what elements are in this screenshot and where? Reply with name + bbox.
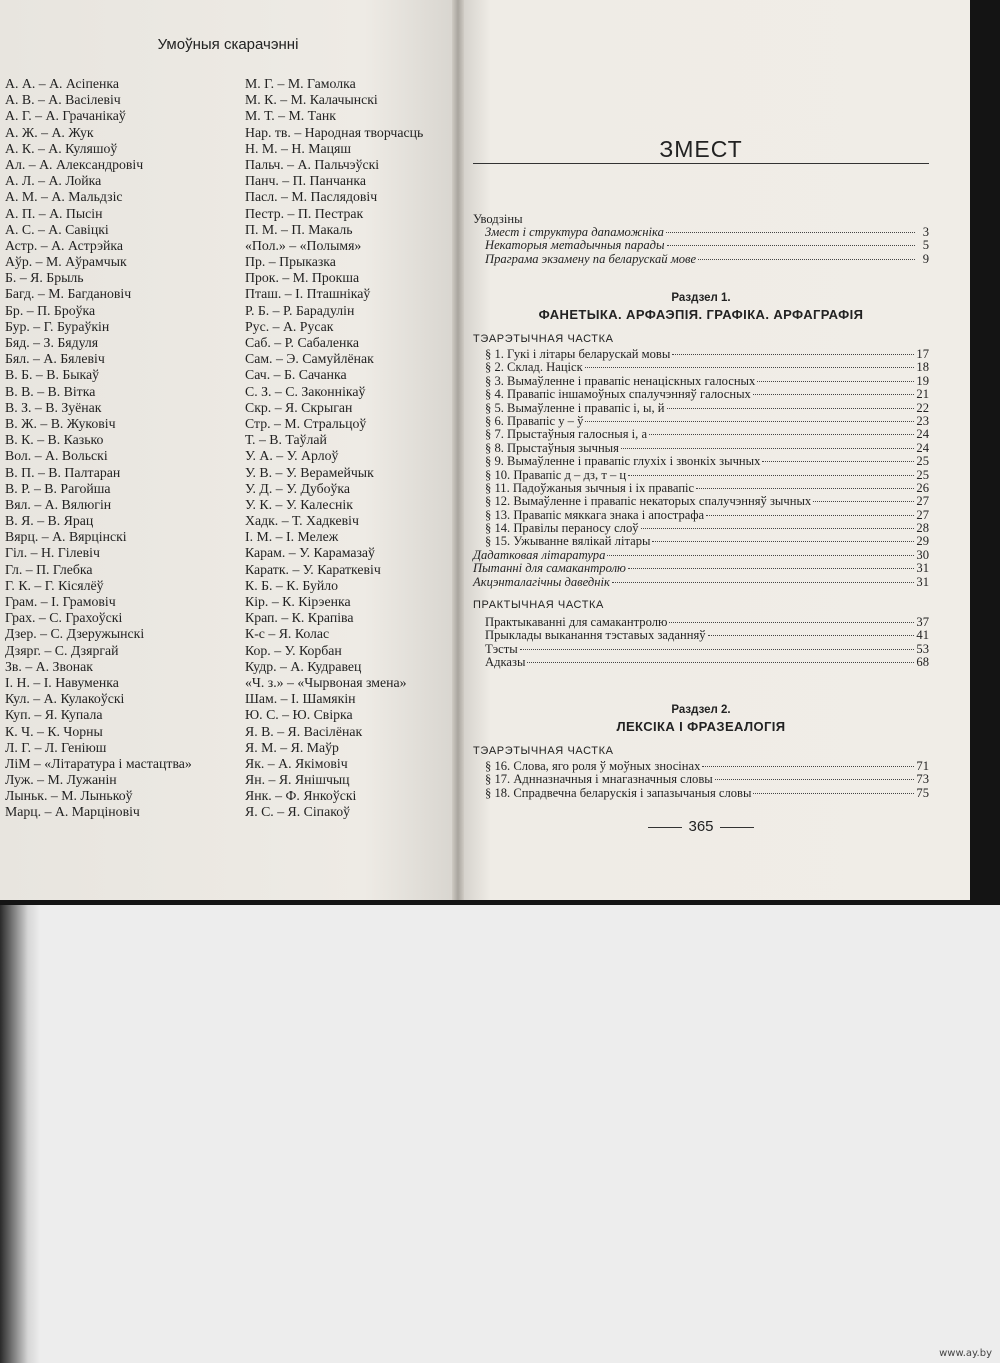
abbreviation-entry: Карам. – У. Карамазаў: [245, 545, 375, 561]
toc-leader: [666, 232, 915, 233]
abbreviations-column-a: [5, 76, 192, 821]
abbreviation-entry: Луж. – М. Лужанін: [5, 772, 117, 788]
toc-entry-title: § 14. Правілы пераносу слоў: [485, 521, 639, 536]
toc-entry: [473, 760, 929, 773]
toc-leader: [698, 259, 915, 260]
abbreviation-entry: Дзер. – С. Дзеружынскі: [5, 626, 145, 642]
toc-leader: [753, 394, 915, 395]
toc-entry-title: § 1. Гукі і літары беларускай мовы: [485, 347, 671, 361]
abbreviation-entry: Бял. – А. Бялевіч: [5, 351, 105, 367]
section1-theory-list: [473, 348, 929, 549]
abbreviation-entry: Пташ. – І. Пташнікаў: [245, 286, 371, 302]
section1-title: ФАНЕТЫКА. АРФАЭПІЯ. ГРАФІКА. АРФАГРАФІЯ: [538, 307, 864, 322]
abbreviation-entry: П. М. – П. Макаль: [245, 221, 353, 237]
toc-entry-title: § 10. Правапіс д – дз, т – ц: [485, 467, 627, 482]
toc-entry: [473, 442, 929, 455]
section1-practice-label: ПРАКТЫЧНАЯ ЧАСТКА: [473, 599, 604, 612]
abbreviation-entry: М. Т. – М. Танк: [245, 108, 336, 124]
section1-theory-label: ТЭАРЭТЫЧНАЯ ЧАСТКА: [473, 333, 614, 345]
abbreviation-entry: В. Ж. – В. Жуковіч: [5, 415, 116, 431]
abbreviation-entry: В. Б. – В. Быкаў: [5, 367, 100, 383]
toc-entry-title: § 18. Спрадвечна беларускія і запазычаныя словы: [485, 785, 752, 800]
abbreviation-entry: ЛіМ – «Літаратура і мастацтва»: [5, 755, 192, 771]
toc-entry: [473, 616, 929, 629]
toc-entry-page: 24: [916, 440, 929, 455]
section2: [473, 704, 929, 800]
abbreviation-entry: У. В. – У. Верамейчык: [245, 464, 374, 480]
abbreviation-entry: Я. С. – Я. Сіпакоў: [245, 804, 350, 820]
abbreviation-entry: І. М. – І. Мележ: [245, 529, 339, 545]
abbreviation-entry: Сам. – Э. Самуйлёнак: [245, 351, 374, 367]
scanner-shadow: [0, 905, 40, 1363]
toc-leader: [762, 461, 914, 462]
toc-leader: [612, 582, 914, 583]
abbreviation-entry: Крап. – К. Крапіва: [245, 610, 354, 626]
toc-entry-page: 21: [916, 387, 929, 402]
abbreviation-entry: Дзярг. – С. Дзяргай: [5, 642, 119, 658]
abbreviation-entry: А. В. – А. Васілевіч: [5, 92, 121, 108]
toc-entry-title: Змест і структура дапаможніка: [485, 225, 664, 239]
abbreviation-entry: Ю. С. – Ю. Свірка: [245, 707, 353, 723]
abbreviation-entry: Рус. – А. Русак: [245, 318, 334, 334]
abbreviation-entry: «Ч. з.» – «Чырвоная змена»: [245, 674, 407, 690]
abbreviation-entry: Аўр. – М. Аўрамчык: [5, 254, 127, 270]
toc-leader: [715, 779, 915, 780]
abbreviation-entry: Н. М. – Н. Мацяш: [245, 140, 351, 156]
section1-practice-list: [473, 616, 929, 670]
abbreviation-entry: В. Р. – В. Рагойша: [5, 480, 111, 496]
toc-entry-title: Некаторыя метадычныя парады: [485, 238, 665, 253]
toc-entry-page: 41: [916, 628, 929, 643]
abbreviation-entry: Вол. – А. Вольскі: [5, 448, 108, 464]
toc-leader: [696, 488, 914, 489]
toc-leader: [702, 766, 914, 767]
toc-entry-title: Акцэнталагічны даведнік: [473, 574, 610, 589]
contents-rule: [473, 163, 929, 164]
abbreviation-entry: Вял. – А. Вялюгін: [5, 496, 112, 512]
abbreviation-entry: Хадк. – Т. Хадкевіч: [245, 513, 359, 529]
book-gutter: [452, 0, 464, 900]
section2-theory-list: [473, 760, 929, 800]
toc-entry: [473, 226, 929, 239]
abbreviation-entry: Я. В. – Я. Васілёнак: [245, 723, 363, 739]
toc-entry-title: § 12. Вымаўленне і правапіс некаторых спалучэнняў зычных: [485, 494, 812, 509]
abbreviation-entry: А. П. – А. Пысін: [5, 205, 103, 221]
abbreviation-entry: Прок. – М. Прокша: [245, 270, 360, 286]
toc-entry-page: 17: [916, 347, 929, 361]
abbreviation-entry: В. З. – В. Зуёнак: [5, 399, 102, 415]
toc-entry-title: § 7. Прыстаўныя галосныя і, а: [485, 427, 648, 442]
toc-entry-page: 9: [922, 251, 929, 266]
abbreviation-entry: Гл. – П. Глебка: [5, 561, 93, 577]
abbreviation-entry: Пасл. – М. Паслядовіч: [245, 189, 378, 205]
section2-theory-label: ТЭАРЭТЫЧНАЯ ЧАСТКА: [473, 745, 614, 757]
toc-entry: [473, 415, 929, 428]
toc-entry-page: 73: [916, 772, 929, 787]
toc-entry: [473, 509, 929, 522]
toc-entry: [473, 361, 929, 374]
abbreviation-entry: Л. Г. – Л. Геніюш: [5, 739, 107, 755]
abbreviation-entry: К. Ч. – К. Чорны: [5, 723, 103, 739]
toc-entry: [473, 787, 929, 800]
toc-entry-page: 25: [916, 454, 929, 469]
abbreviation-entry: Г. К. – Г. Кісялёў: [5, 577, 104, 593]
abbreviation-entry: М. Г. – М. Гамолка: [245, 76, 356, 91]
toc-entry-page: 31: [916, 574, 929, 589]
section1-extras-list: [473, 549, 929, 589]
toc-entry-title: § 5. Вымаўленне і правапіс і, ы, й: [485, 400, 665, 415]
toc-entry: [473, 428, 929, 441]
abbreviation-entry: Грах. – С. Грахоўскі: [5, 610, 123, 626]
abbreviation-entry: Марц. – А. Марціновіч: [5, 804, 140, 820]
abbreviation-entry: Т. – В. Таўлай: [245, 432, 327, 448]
section2-number: Раздзел 2.: [671, 704, 731, 716]
page-number-value: 365: [688, 818, 714, 835]
abbreviation-entry: І. Н. – І. Навуменка: [5, 674, 119, 690]
abbreviation-entry: Бур. – Г. Бураўкін: [5, 318, 110, 334]
toc-entry: [473, 576, 929, 589]
toc-entry-title: Практыкаванні для самакантролю: [485, 615, 668, 630]
toc-entry-page: 26: [916, 480, 929, 495]
toc-leader: [628, 475, 914, 476]
abbreviation-entry: У. А. – У. Арлоў: [245, 448, 339, 464]
abbreviation-entry: Стр. – М. Стральцоў: [245, 415, 367, 431]
toc-entry-title: Праграма экзамену па беларускай мове: [485, 251, 697, 266]
abbreviation-entry: Гіл. – Н. Гілевіч: [5, 545, 100, 561]
abbreviation-entry: Саб. – Р. Сабаленка: [245, 335, 360, 350]
toc-entry: [473, 549, 929, 562]
toc-entry-title: § 8. Прыстаўныя зычныя: [485, 440, 619, 455]
toc-leader: [520, 649, 915, 650]
toc-entry-title: § 9. Вымаўленне і правапіс глухіх і звонкіх зычных: [485, 454, 761, 469]
toc-entry: [473, 239, 929, 252]
toc-entry: [473, 388, 929, 401]
section1: [473, 292, 929, 670]
abbreviation-entry: «Пол.» – «Полымя»: [245, 237, 362, 253]
intro-label: Уводзіны: [473, 212, 523, 226]
abbreviation-entry: А. К. – А. Куляшоў: [5, 140, 118, 156]
toc-entry-title: Дадатковая літаратура: [473, 547, 606, 562]
toc-entry: [473, 402, 929, 415]
toc-entry-title: Тэсты: [485, 641, 518, 656]
abbreviation-entry: Панч. – П. Панчанка: [245, 173, 367, 189]
toc-entry: [473, 643, 929, 656]
abbreviation-entry: Багд. – М. Багдановіч: [5, 286, 132, 302]
abbreviation-entry: Нар. тв. – Народная творчасць: [245, 124, 424, 140]
abbreviation-entry: Кор. – У. Корбан: [245, 642, 342, 658]
toc-leader: [649, 434, 914, 435]
toc-entry: [473, 535, 929, 548]
toc-leader: [667, 408, 915, 409]
abbreviation-entry: А. А. – А. Асіпенка: [5, 76, 120, 91]
toc-entry: [473, 482, 929, 495]
toc-entry: [473, 773, 929, 786]
toc-leader: [652, 541, 914, 542]
intro-section: [473, 212, 929, 266]
toc-entry-title: § 11. Падоўжаныя зычныя і іх правапіс: [485, 480, 695, 495]
abbreviation-entry: Як. – А. Якімовіч: [245, 755, 348, 771]
toc-leader: [621, 448, 914, 449]
toc-entry: [473, 469, 929, 482]
abbreviation-entry: А. Л. – А. Лойка: [5, 173, 102, 189]
toc-entry-page: 5: [922, 238, 929, 253]
abbreviation-entry: Сач. – Б. Сачанка: [245, 367, 347, 383]
abbreviation-entry: Бяд. – З. Бядуля: [5, 335, 99, 350]
toc-entry-title: § 17. Аднназначныя і мнагазначныя словы: [485, 772, 713, 787]
abbreviation-entry: Пестр. – П. Пестрак: [245, 205, 364, 221]
section1-number: Раздзел 1.: [671, 292, 731, 304]
abbreviation-entry: Куп. – Я. Купала: [5, 707, 103, 723]
toc-entry-page: 30: [916, 547, 929, 562]
toc-entry-title: Пытанні для самакантролю: [473, 561, 626, 576]
abbreviation-entry: Зв. – А. Звонак: [5, 658, 93, 674]
toc-leader: [585, 421, 914, 422]
toc-leader: [585, 367, 915, 368]
toc-entry-page: 75: [916, 785, 929, 800]
abbreviation-entry: В. К. – В. Казько: [5, 432, 104, 448]
toc-entry-page: 22: [916, 400, 929, 415]
abbreviation-entry: У. К. – У. Калеснік: [245, 496, 353, 512]
toc-entry: [473, 253, 929, 266]
toc-entry-title: § 4. Правапіс іншамоўных спалучэнняў галосных: [485, 387, 751, 402]
abbreviation-entry: В. Я. – В. Ярац: [5, 513, 94, 529]
abbreviation-entry: Ян. – Я. Янішчыц: [245, 772, 350, 788]
abbreviation-entry: Пр. – Прыказка: [245, 254, 336, 270]
toc-entry-page: 25: [916, 467, 929, 482]
toc-entry-page: 3: [922, 225, 929, 239]
abbreviation-entry: Я. М. – Я. Маўр: [245, 739, 339, 755]
toc-leader: [527, 662, 914, 663]
abbreviation-entry: Шам. – І. Шамякін: [245, 691, 356, 707]
toc-leader: [753, 793, 914, 794]
abbreviation-entry: Кір. – К. Кірэенка: [245, 594, 351, 609]
toc-entry: [473, 455, 929, 468]
toc-leader: [708, 635, 915, 636]
toc-leader: [628, 568, 914, 569]
toc-entry: [473, 562, 929, 575]
toc-entry: [473, 348, 929, 361]
toc-entry: [473, 522, 929, 535]
abbreviation-entry: Кул. – А. Кулакоўскі: [5, 691, 125, 707]
toc-entry-page: 23: [916, 413, 929, 428]
abbreviation-entry: Р. Б. – Р. Барадулін: [245, 302, 355, 318]
abbreviation-entry: Б. – Я. Брыль: [5, 270, 84, 286]
toc-entry-page: 24: [916, 427, 929, 442]
abbreviation-entry: С. З. – С. Законнікаў: [245, 383, 366, 399]
scanner-bed: [0, 905, 1000, 1363]
toc-entry-page: 71: [916, 759, 929, 773]
section2-title: ЛЕКСІКА І ФРАЗЕАЛОГІЯ: [616, 719, 786, 734]
abbreviation-entry: В. П. – В. Палтаран: [5, 464, 121, 480]
toc-leader: [667, 245, 915, 246]
abbreviation-entry: Кудр. – А. Кудравец: [245, 658, 362, 674]
toc-entry-page: 27: [916, 494, 929, 509]
toc-entry-page: 28: [916, 521, 929, 536]
abbreviation-entry: А. С. – А. Савіцкі: [5, 221, 109, 237]
toc-entry: [473, 656, 929, 669]
toc-leader: [641, 528, 915, 529]
intro-list: [473, 226, 929, 266]
toc-entry-title: Прыклады выканання тэставых заданняў: [485, 628, 706, 643]
abbreviation-entry: Астр. – А. Астрэйка: [5, 237, 124, 253]
toc-leader: [706, 515, 914, 516]
abbreviation-entry: В. В. – В. Вітка: [5, 383, 96, 399]
abbreviation-entry: Вярц. – А. Вярцінскі: [5, 529, 127, 545]
abbreviation-entry: А. Г. – А. Грачанікаў: [5, 108, 126, 124]
toc-entry-page: 18: [916, 360, 929, 375]
toc-entry-page: 27: [916, 507, 929, 522]
abbreviation-entry: А. Ж. – А. Жук: [5, 124, 94, 140]
toc-entry-page: 19: [916, 373, 929, 388]
abbreviation-entry: К. Б. – К. Буйло: [245, 577, 339, 593]
toc-leader: [813, 501, 914, 502]
toc-entry: [473, 629, 929, 642]
toc-leader: [757, 381, 914, 382]
toc-entry-page: 31: [916, 561, 929, 576]
contents-title: ЗМЕСТ: [659, 136, 743, 162]
toc-entry-title: § 16. Слова, яго роля ў моўных зносінах: [485, 759, 701, 773]
toc-entry-page: 29: [916, 534, 929, 549]
abbreviation-entry: Скр. – Я. Скрыган: [245, 399, 353, 415]
abbreviations-column-b: [245, 76, 423, 821]
toc-leader: [607, 555, 914, 556]
abbreviation-entry: А. М. – А. Мальдзіс: [5, 189, 123, 205]
toc-entry-title: § 6. Правапіс у – ў: [485, 413, 584, 428]
abbreviation-entry: Пальч. – А. Пальчэўскі: [245, 156, 380, 172]
toc-entry-title: Адказы: [485, 655, 526, 670]
toc-entry: [473, 495, 929, 508]
abbreviations-title: Умоўныя скарачэнні: [157, 36, 299, 53]
toc-leader: [669, 622, 914, 623]
abbreviation-entry: Ал. – А. Александровіч: [5, 156, 144, 172]
toc-entry-page: 68: [916, 655, 929, 670]
toc-entry-page: 37: [916, 615, 929, 630]
toc-entry: [473, 375, 929, 388]
page-number: [473, 818, 929, 835]
abbreviation-entry: М. К. – М. Калачынскі: [245, 92, 378, 108]
watermark: www.ay.by: [939, 1348, 992, 1359]
toc-entry-title: § 3. Вымаўленне і правапіс ненаціскных галосных: [485, 373, 756, 388]
toc-entry-title: § 13. Правапіс мяккага знака і апострафа: [485, 507, 705, 522]
abbreviation-entry: Грам. – І. Грамовіч: [5, 594, 116, 609]
abbreviation-entry: Лыньк. – М. Лынькоў: [5, 788, 133, 804]
abbreviation-entry: Бр. – П. Броўка: [5, 302, 96, 318]
toc-leader: [672, 354, 914, 355]
abbreviation-entry: У. Д. – У. Дубоўка: [245, 480, 351, 496]
abbreviation-entry: Янк. – Ф. Янкоўскі: [245, 788, 357, 804]
abbreviation-entry: К-с – Я. Колас: [245, 626, 330, 642]
toc-entry-page: 53: [916, 641, 929, 656]
toc-entry-title: § 15. Ужыванне вялікай літары: [485, 534, 651, 549]
toc-entry-title: § 2. Склад. Націск: [485, 360, 583, 375]
abbreviation-entry: Каратк. – У. Караткевіч: [245, 561, 381, 577]
